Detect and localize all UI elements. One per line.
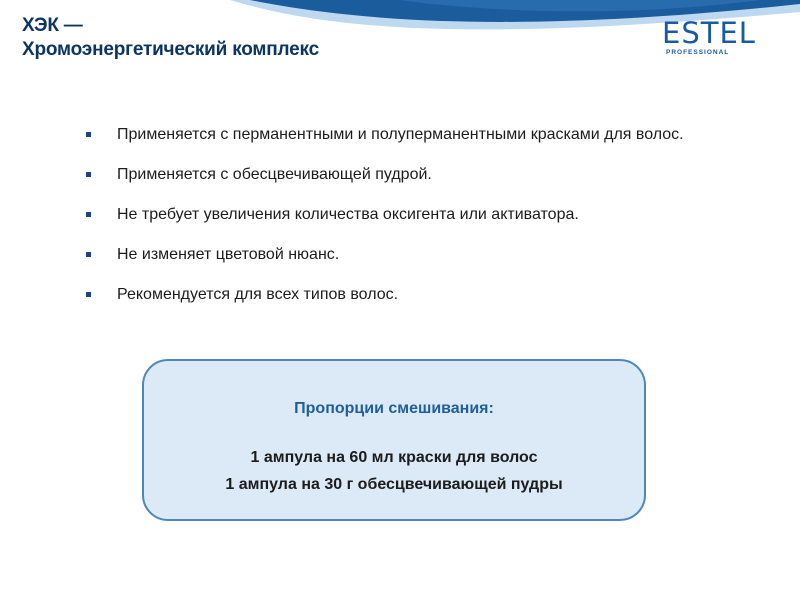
list-item bbox=[84, 284, 734, 306]
title-line-1: ХЭК — bbox=[22, 15, 83, 36]
title-line-2: Хромоэнергетический комплекс bbox=[22, 39, 319, 60]
feature-list bbox=[84, 124, 734, 324]
bullet-square-icon bbox=[86, 212, 91, 217]
bullet-square-icon bbox=[86, 132, 91, 137]
logo-brand-text: ESTEL bbox=[662, 16, 756, 50]
list-item bbox=[84, 244, 734, 266]
list-item bbox=[84, 164, 734, 186]
list-item-text: Применяется с обесцвечивающей пудрой. bbox=[117, 166, 432, 183]
page-title bbox=[22, 14, 319, 62]
logo-sub-text: PROFESSIONAL bbox=[666, 49, 730, 56]
list-item bbox=[84, 204, 734, 226]
brand-logo bbox=[662, 16, 788, 60]
bullet-square-icon bbox=[86, 292, 91, 297]
list-item-text: Рекомендуется для всех типов волос. bbox=[117, 286, 399, 303]
bullet-square-icon bbox=[86, 252, 91, 257]
bullet-square-icon bbox=[86, 172, 91, 177]
list-item-text: Не изменяет цветовой нюанс. bbox=[117, 246, 340, 263]
mixing-box-title: Пропорции смешивания: bbox=[294, 400, 494, 417]
list-item bbox=[84, 124, 734, 146]
mixing-line-1: 1 ампула на 60 мл краски для волос bbox=[250, 449, 538, 466]
list-item-text: Применяется с перманентными и полуперманентными красками для волос. bbox=[117, 126, 684, 143]
mixing-line-2: 1 ампула на 30 г обесцвечивающей пудры bbox=[225, 476, 563, 493]
list-item-text: Не требует увеличения количества оксигента или активатора. bbox=[117, 206, 579, 223]
mixing-proportions-box bbox=[142, 359, 646, 521]
